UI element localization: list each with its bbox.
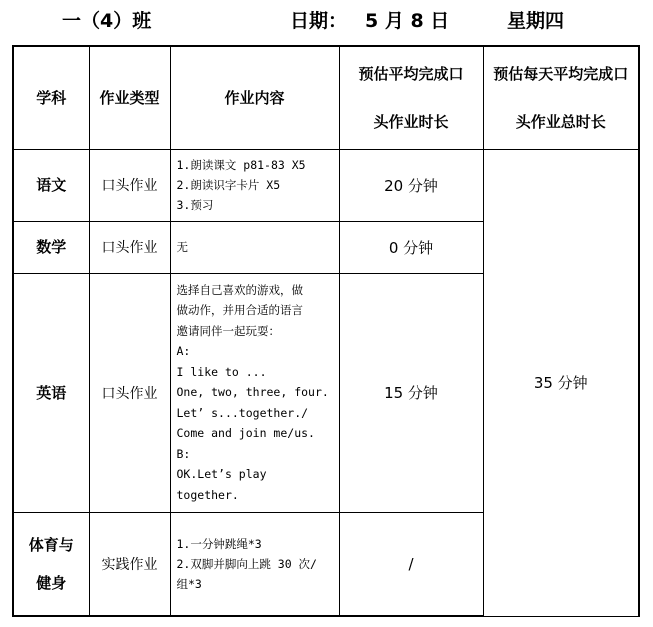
header-daily-total — [483, 46, 639, 149]
content-cell — [170, 273, 339, 512]
homework-table — [12, 45, 640, 617]
type-cell: 实践作业 — [89, 512, 170, 616]
subject-line: 数学 — [36, 238, 67, 256]
subject-cell — [13, 221, 89, 273]
content-line: Come and join me/us. — [176, 426, 315, 441]
type-cell: 口头作业 — [89, 221, 170, 273]
time-cell: 20 分钟 — [339, 149, 483, 221]
content-line: 组*3 — [176, 576, 202, 591]
content-line: 邀请同伴一起玩耍： — [176, 323, 280, 338]
header-avg-time-line: 预估平均完成口 — [358, 64, 464, 83]
subject-cell — [13, 149, 89, 221]
weekday: 星期四 — [507, 10, 565, 32]
header-avg-time-line: 头作业时长 — [373, 112, 449, 131]
content-line: One, two, three, four. — [176, 385, 329, 400]
content-line: 无 — [176, 240, 188, 254]
subject-line: 英语 — [36, 383, 67, 402]
content-line: together. — [176, 487, 239, 502]
daily-total-cell: 35 分钟 — [483, 149, 639, 616]
time-cell: 15 分钟 — [339, 273, 483, 512]
header-daily-total-line: 预估每天平均完成口 — [493, 64, 629, 83]
content-line: 1.一分钟跳绳*3 — [176, 536, 262, 551]
content-line: 2.朗读识字卡片 X5 — [176, 178, 281, 192]
content-cell — [170, 149, 339, 221]
header-subject: 学科 — [13, 46, 89, 149]
table-row — [13, 149, 639, 221]
header-type: 作业类型 — [89, 46, 170, 149]
type-cell: 口头作业 — [89, 149, 170, 221]
content-line: B: — [176, 446, 191, 461]
content-line: A: — [176, 344, 191, 359]
subject-cell — [13, 512, 89, 616]
header-daily-total-line: 头作业总时长 — [515, 112, 606, 131]
content-line: 选择自己喜欢的游戏，做 — [176, 282, 303, 297]
type-cell: 口头作业 — [89, 273, 170, 512]
content-line: 3.预习 — [176, 198, 214, 212]
content-line: 做动作，并用合适的语言 — [176, 303, 303, 318]
content-line: OK.Let’s play — [176, 467, 267, 482]
subject-cell — [13, 273, 89, 512]
subject-line: 体育与 — [28, 535, 74, 554]
time-cell: / — [339, 512, 483, 616]
date-value: 5 月 8 日 — [365, 10, 450, 32]
content-line: 1.朗读课文 p81-83 X5 — [176, 158, 306, 172]
content-cell — [170, 221, 339, 273]
class-name: 一（4）班 — [62, 10, 152, 32]
content-line: I like to ... — [176, 364, 267, 379]
time-cell: 0 分钟 — [339, 221, 483, 273]
content-line: 2.双脚并脚向上跳 30 次/ — [176, 556, 317, 571]
subject-line: 健身 — [36, 573, 67, 592]
header-avg-time — [339, 46, 483, 149]
header-content: 作业内容 — [170, 46, 339, 149]
content-cell — [170, 512, 339, 616]
date-label: 日期： — [290, 10, 348, 32]
table-header-row — [13, 46, 639, 149]
subject-line: 语文 — [36, 176, 67, 194]
content-line: Let’ s...together./ — [176, 405, 309, 420]
